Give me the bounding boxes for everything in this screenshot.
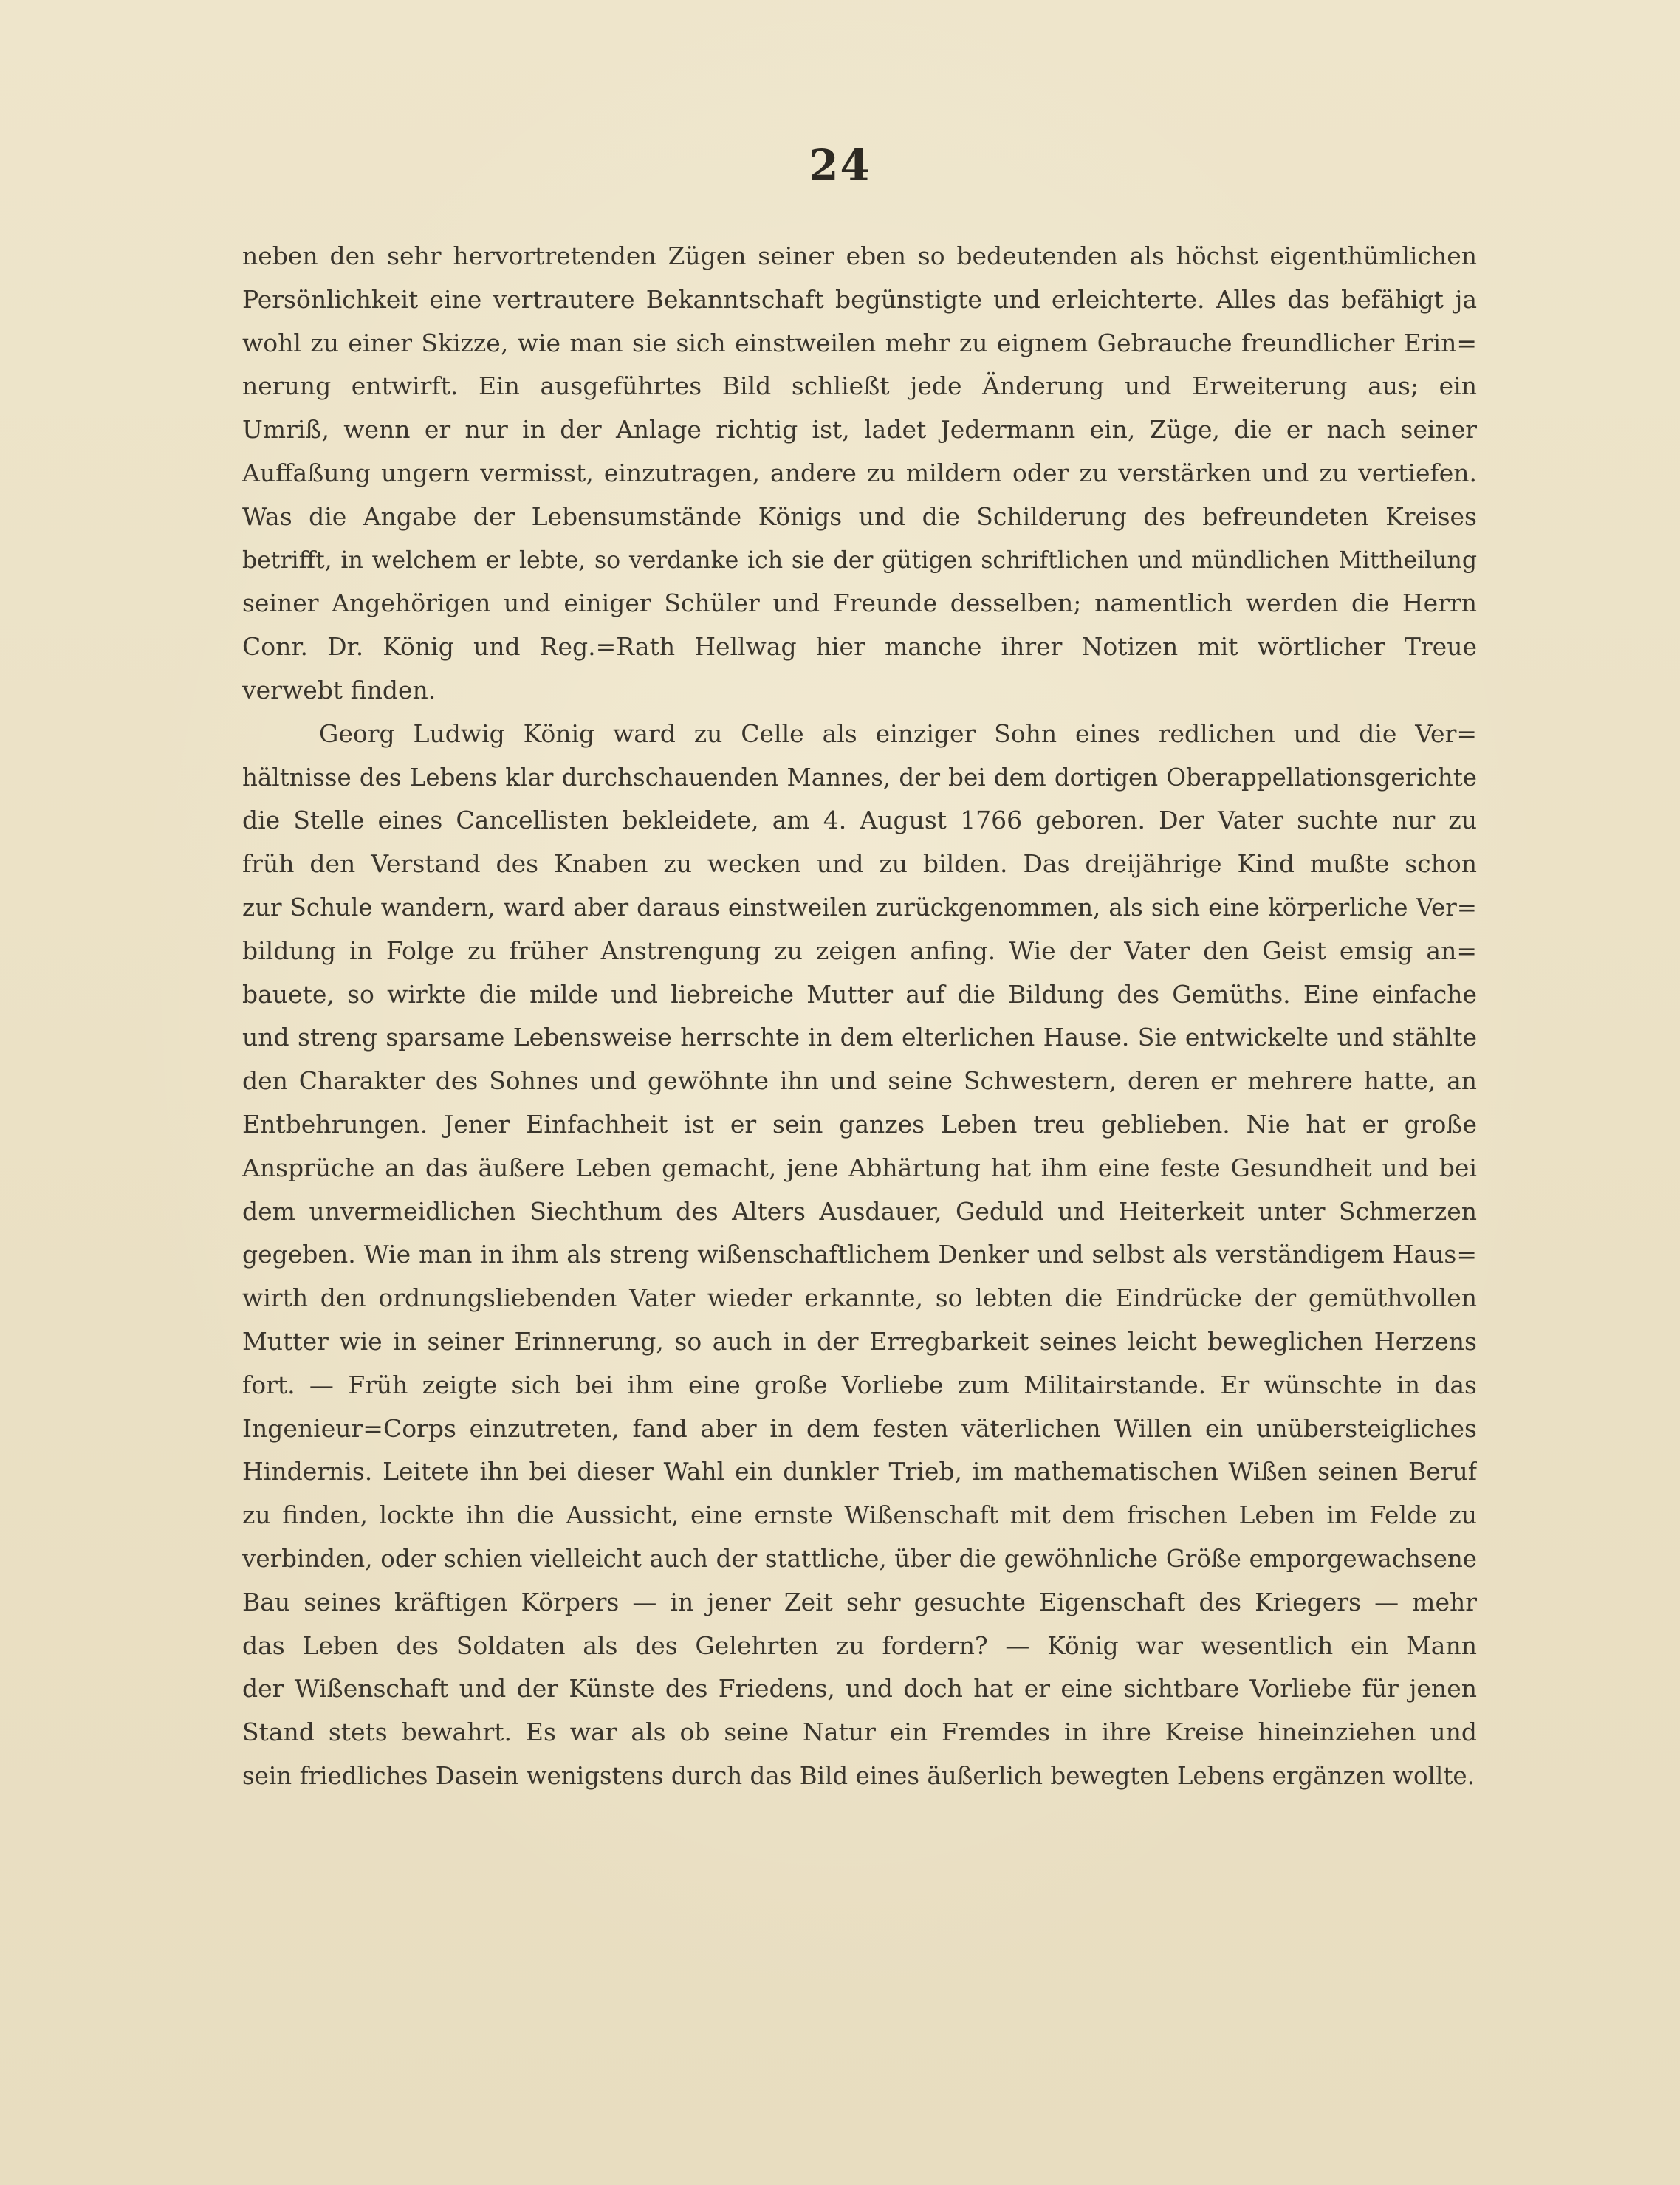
text-line: wohl zu einer Skizze, wie man sie sich einstweilen mehr zu eignem Gebrauche freundlicher Erin= [242, 328, 1477, 357]
text-line: verbinden, oder schien vielleicht auch der stattliche, über die gewöhnliche Größe emporgewachsene [242, 1544, 1477, 1573]
text-line: Entbehrungen. Jener Einfachheit ist er sein ganzes Leben treu geblieben. Nie hat er große [242, 1109, 1477, 1139]
text-line: Bau seines kräftigen Körpers — in jener Zeit sehr gesuchte Eigenschaft des Kriegers — mehr [242, 1587, 1477, 1616]
page-number: 24 [809, 140, 871, 191]
text-line: wirth den ordnungsliebenden Vater wieder erkannte, so lebten die Eindrücke der gemüthvollen [242, 1283, 1477, 1313]
text-line: dem unvermeidlichen Siechthum des Alters Ausdauer, Geduld und Heiterkeit unter Schmerzen [242, 1196, 1477, 1226]
text-line: nerung entwirft. Ein ausgeführtes Bild schließt jede Änderung und Erweiterung aus; ein [242, 371, 1477, 401]
text-line: Was die Angabe der Lebensumstände Königs und die Schilderung des befreundeten Kreises [242, 501, 1477, 531]
text-line: den Charakter des Sohnes und gewöhnte ihn und seine Schwestern, deren er mehrere hatte, an [242, 1066, 1477, 1096]
text-line: Hindernis. Leitete ihn bei dieser Wahl ein dunkler Trieb, im mathematischen Wißen seinen Beruf [242, 1457, 1477, 1486]
text-line: der Wißenschaft und der Künste des Friedens, und doch hat er eine sichtbare Vorliebe für jenen [242, 1674, 1477, 1704]
text-line: Ingenieur=Corps einzutreten, fand aber in dem festen väterlichen Willen ein unübersteigliches [242, 1413, 1477, 1443]
text-line: gegeben. Wie man in ihm als streng wißenschaftlichem Denker und selbst als verständigem Haus= [242, 1240, 1477, 1269]
text-line: betrifft, in welchem er lebte, so verdanke ich sie der gütigen schriftlichen und mündlichen Mittheilung [242, 546, 1477, 574]
text-line: neben den sehr hervortretenden Zügen seiner eben so bedeutenden als höchst eigenthümlichen [242, 241, 1477, 270]
text-line: hältnisse des Lebens klar durchschauenden Mannes, der bei dem dortigen Oberappellationsgerichte [242, 763, 1477, 792]
text-line: Mutter wie in seiner Erinnerung, so auch in der Erregbarkeit seines leicht beweglichen Herzens [242, 1326, 1477, 1356]
text-line: zur Schule wandern, ward aber daraus einstweilen zurückgenommen, als sich eine körperliche Ver= [242, 893, 1477, 922]
text-line: seiner Angehörigen und einiger Schüler und Freunde desselben; namentlich werden die Herrn [242, 589, 1477, 618]
text-line: Georg Ludwig König ward zu Celle als einziger Sohn eines redlichen und die Ver= [319, 718, 1477, 748]
text-line: und streng sparsame Lebensweise herrschte in dem elterlichen Hause. Sie entwickelte und stählte [242, 1023, 1477, 1052]
text-line: zu finden, lockte ihn die Aussicht, eine ernste Wißenschaft mit dem frischen Leben im Felde zu [242, 1500, 1477, 1530]
text-line: Ansprüche an das äußere Leben gemacht, jene Abhärtung hat ihm eine feste Gesundheit und bei [242, 1153, 1477, 1182]
text-line: bildung in Folge zu früher Anstrengung zu zeigen anfing. Wie der Vater den Geist emsig an= [242, 936, 1477, 965]
body-text [242, 235, 1477, 1798]
text-line: bauete, so wirkte die milde und liebreiche Mutter auf die Bildung des Gemüths. Eine einfache [242, 979, 1477, 1009]
text-line: das Leben des Soldaten als des Gelehrten zu fordern? — König war wesentlich ein Mann [242, 1630, 1477, 1660]
text-line: Umriß, wenn er nur in der Anlage richtig ist, ladet Jedermann ein, Züge, die er nach seiner [242, 415, 1477, 445]
text-line: fort. — Früh zeigte sich bei ihm eine große Vorliebe zum Militairstande. Er wünschte in das [242, 1370, 1477, 1399]
text-line: Conr. Dr. König und Reg.=Rath Hellwag hier manche ihrer Notizen mit wörtlicher Treue [242, 632, 1477, 662]
text-line: verwebt finden. [242, 675, 436, 704]
text-line: früh den Verstand des Knaben zu wecken und zu bilden. Das dreijährige Kind mußte schon [242, 849, 1477, 879]
text-line: Stand stets bewahrt. Es war als ob seine Natur ein Fremdes in ihre Kreise hineinziehen und [242, 1718, 1477, 1747]
text-line: die Stelle eines Cancellisten bekleidete, am 4. August 1766 geboren. Der Vater suchte nur zu [242, 806, 1477, 835]
text-line: Auffaßung ungern vermisst, einzutragen, andere zu mildern oder zu verstärken und zu vertiefen. [242, 458, 1477, 487]
text-line: Persönlichkeit eine vertrautere Bekanntschaft begünstigte und erleichterte. Alles das befähigt ja [242, 284, 1477, 314]
text-line: sein friedliches Dasein wenigstens durch das Bild eines äußerlich bewegten Lebens ergänzen wollte. [242, 1761, 1475, 1790]
